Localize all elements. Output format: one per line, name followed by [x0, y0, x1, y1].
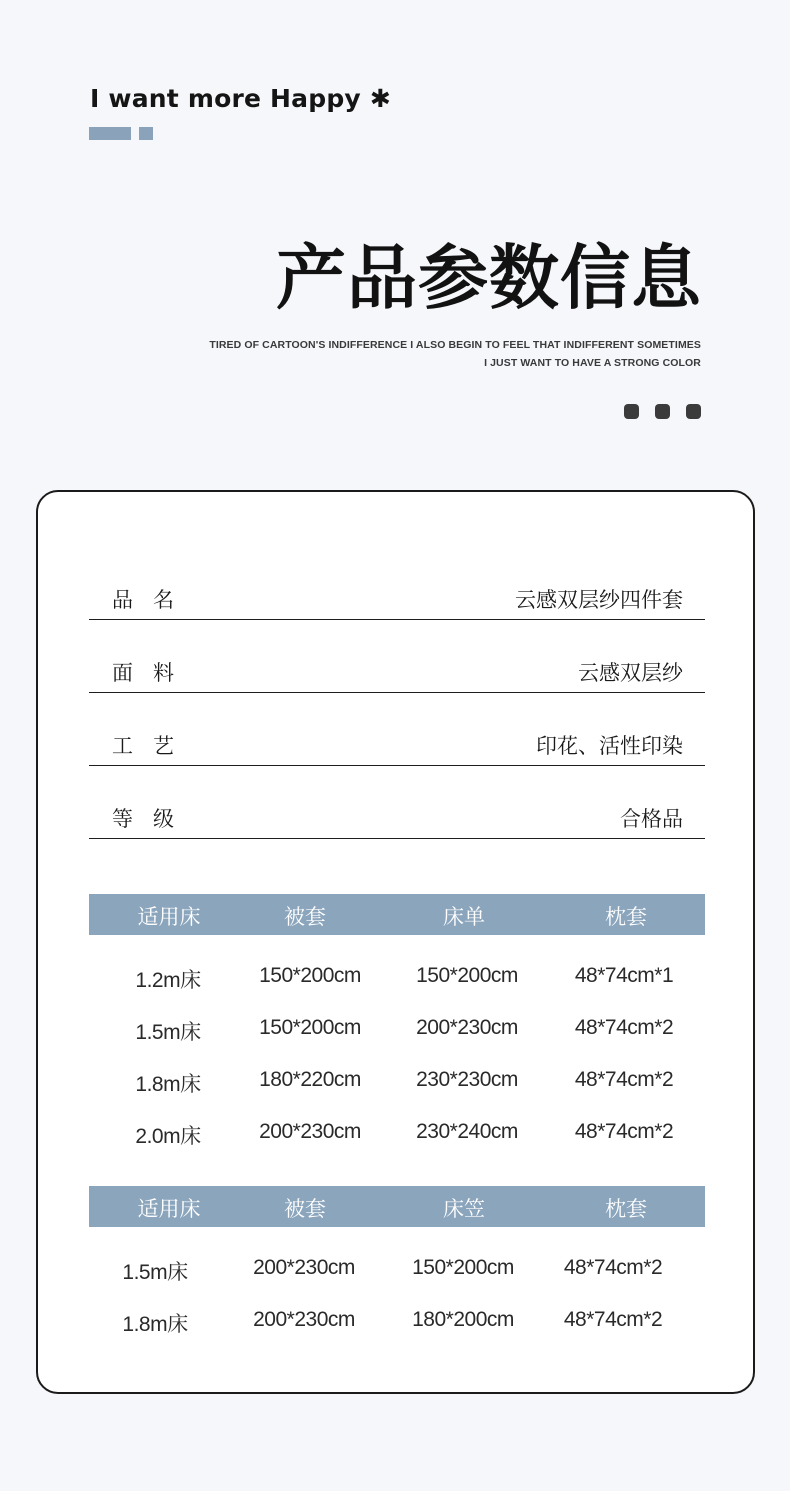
dot-icon: [686, 404, 701, 419]
table1-header-cell: 适用床: [137, 905, 201, 929]
decorative-bar-short: [139, 127, 153, 140]
table1-cell: 180*220cm: [259, 1068, 361, 1091]
table1-cell: 150*200cm: [259, 1016, 361, 1039]
table1-cell: 2.0m床: [135, 1125, 201, 1148]
table2-header-cell: 适用床: [137, 1197, 201, 1221]
subtitle-line-2: I JUST WANT TO HAVE A STRONG COLOR: [484, 357, 701, 369]
table2-cell: 48*74cm*2: [563, 1256, 663, 1279]
table2-header-cell: 被套: [284, 1197, 326, 1221]
spec-row-craft: [89, 730, 705, 766]
spec-value: 云感双层纱四件套: [515, 588, 683, 612]
spec-label: 工艺: [112, 734, 194, 758]
spec-label: 等级: [112, 807, 194, 831]
table2-cell: 1.5m床: [122, 1261, 188, 1284]
table1-cell: 48*74cm*1: [574, 964, 674, 987]
dot-icon: [624, 404, 639, 419]
tagline: I want more Happy ✱: [90, 84, 391, 113]
spec-card: [36, 490, 755, 1394]
table2-cell: 150*200cm: [412, 1256, 514, 1279]
spec-value: 印花、活性印染: [536, 734, 683, 758]
table2-header-cell: 床笠: [443, 1197, 485, 1221]
table1-cell: 150*200cm: [416, 964, 518, 987]
table1-cell: 1.8m床: [135, 1073, 201, 1096]
table2-cell: 48*74cm*2: [563, 1308, 663, 1331]
spec-value: 云感双层纱: [578, 661, 683, 685]
table1-header-cell: 床单: [443, 905, 485, 929]
table1-cell: 1.2m床: [135, 969, 201, 992]
table1-cell: 200*230cm: [259, 1120, 361, 1143]
table2-cell: 200*230cm: [253, 1308, 355, 1331]
table1-cell: 150*200cm: [259, 964, 361, 987]
table2-header: [89, 1186, 705, 1227]
table1-header: [89, 894, 705, 935]
table1-cell: 1.5m床: [135, 1021, 201, 1044]
table1-cell: 48*74cm*2: [574, 1068, 674, 1091]
subtitle-line-1: TIRED OF CARTOON'S INDIFFERENCE I ALSO BEGIN TO FEEL THAT INDIFFERENT SOMETIMES: [209, 339, 701, 351]
table1-header-cell: 被套: [284, 905, 326, 929]
table2-cell: 180*200cm: [412, 1308, 514, 1331]
dots-decoration: [624, 404, 701, 419]
decorative-bar-long: [89, 127, 131, 140]
spec-value: 合格品: [620, 807, 683, 831]
table1-cell: 230*240cm: [416, 1120, 518, 1143]
table1-cell: 48*74cm*2: [574, 1016, 674, 1039]
table1-cell: 48*74cm*2: [574, 1120, 674, 1143]
page-title: 产品参数信息: [276, 237, 702, 319]
dot-icon: [655, 404, 670, 419]
table1-cell: 230*230cm: [416, 1068, 518, 1091]
spec-row-name: [89, 584, 705, 620]
spec-label: 品名: [112, 588, 194, 612]
spec-row-material: [89, 657, 705, 693]
table2-cell: 1.8m床: [122, 1313, 188, 1336]
table1-header-cell: 枕套: [605, 905, 647, 929]
table2-header-cell: 枕套: [605, 1197, 647, 1221]
spec-label: 面料: [112, 661, 194, 685]
table1-cell: 200*230cm: [416, 1016, 518, 1039]
table2-cell: 200*230cm: [253, 1256, 355, 1279]
spec-row-grade: [89, 803, 705, 839]
